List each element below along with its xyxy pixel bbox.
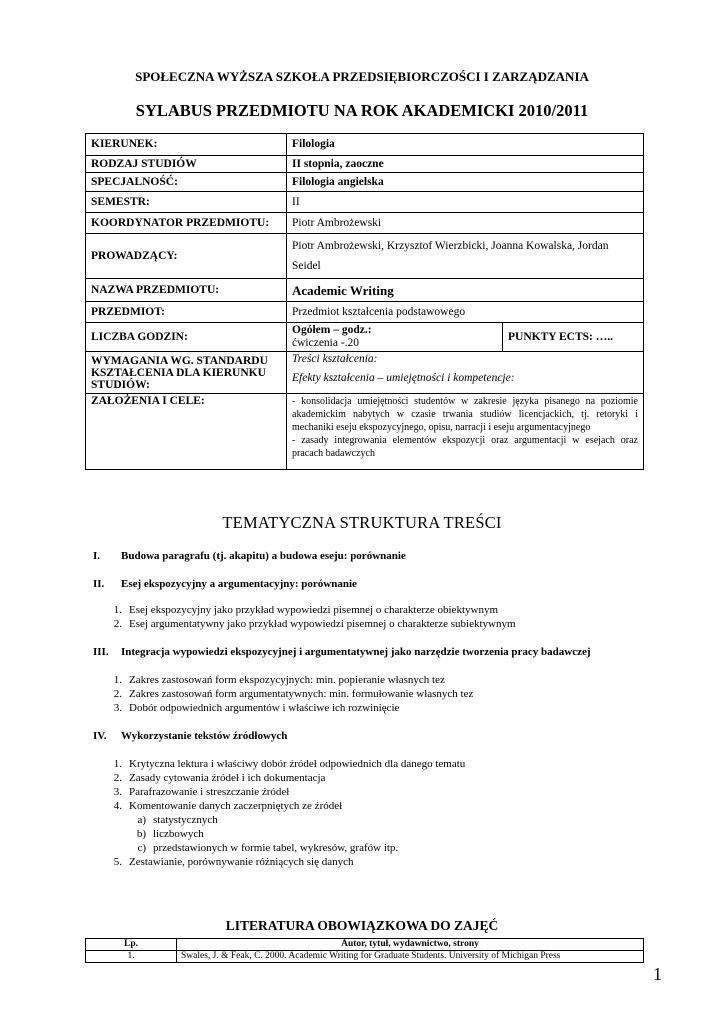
prowadzacy-value: Piotr Ambrożewski, Krzysztof Wierzbicki, Joanna Kowalska, Jordan Seidel [287,234,644,279]
section-heading [93,549,653,563]
row-lp: 1. [86,951,177,963]
sub-list-item: a) statystycznych [137,814,218,826]
prowadzacy-label: PROWADZĄCY: [86,234,287,279]
section-number: I. [93,550,101,562]
list-item: 3. Dobór odpowiednich argumentów i właściwe ich rozwinięcie [113,702,400,714]
nazwa-label: NAZWA PRZEDMIOTU: [86,279,287,302]
list-item: 4. Komentowanie danych zaczerpniętych ze źródeł [113,800,343,812]
semestr-value: II [287,192,644,213]
section-number: IV. [93,730,107,742]
col-lp: Lp. [86,939,177,951]
liczba-label: LICZBA GODZIN: [86,323,287,352]
structure-title: TEMATYCZNA STRUKTURA TREŚCI [222,513,502,532]
list-item: 3. Parafrazowanie i streszczanie źródeł [113,786,290,798]
section-heading [93,577,653,591]
wymagania-label: WYMAGANIA WG. STANDARDU KSZTAŁCENIA DLA KIERUNKU STUDIÓW: [86,352,287,394]
section-heading [93,729,653,743]
przedmiot-value: Przedmiot kształcenia podstawowego [287,302,644,323]
tresci-ksztalcenia: Treści kształcenia: [292,353,378,365]
specjalnosc-label: SPECJALNOŚĆ: [86,173,287,192]
section-list [93,757,653,869]
goal-item: - zasady integrowania elementów ekspozycji oraz argumentacji w esejach oraz pracach badawczych [292,435,638,459]
koordynator-label: KOORDYNATOR PRZEDMIOTU: [86,213,287,234]
efekty-ksztalcenia: Efekty kształcenia – umiejętności i kompetencje: [292,372,515,384]
specjalnosc-value: Filologia angielska [287,173,644,192]
nazwa-value: Academic Writing [287,279,644,302]
section-list [93,603,653,631]
rodzaj-value: II stopnia, zaoczne [287,156,644,173]
liczba-cwiczenia: ćwiczenia -.20 [292,337,360,349]
section-list [93,673,653,715]
literature-table [85,938,644,963]
zalozenia-value [287,394,644,470]
section-number: III. [93,646,109,658]
section-title: Budowa paragrafu (tj. akapitu) a budowa eseju: porównanie [121,550,406,562]
liczba-total: Ogółem – godz.: [292,324,372,336]
syllabus-title: SYLABUS PRZEDMIOTU NA ROK AKADEMICKI 2010/2011 [135,101,589,120]
section-title: Wykorzystanie tekstów źródłowych [121,730,288,742]
sub-list-item: b) liczbowych [136,828,204,840]
list-item: 2. Zakres zastosowań form argumentatywnych: min. formułowanie własnych tez [113,688,474,700]
list-item: 5. Zestawianie, porównywanie różniących się danych [113,856,354,868]
sub-list [93,813,653,855]
semestr-label: SEMESTR: [86,192,287,213]
structure-content [93,549,653,869]
school-name: SPOŁECZNA WYŻSZA SZKOŁA PRZEDSIĘBIORCZOŚCI I ZARZĄDZANIA [135,69,589,84]
rodzaj-label: RODZAJ STUDIÓW [86,156,287,173]
zalozenia-label: ZAŁOŻENIA I CELE: [86,394,287,470]
list-item: 1. Esej ekspozycyjny jako przykład wypowiedzi pisemnej o charakterze obiektywnym [113,604,498,616]
ects-label: PUNKTY ECTS: ….. [503,323,644,352]
table-header-row [86,939,644,951]
col-desc: Autor, tytuł, wydawnictwo, strony [177,939,644,951]
wymagania-value [287,352,644,394]
page-number: 1 [653,964,662,984]
przedmiot-label: PRZEDMIOT: [86,302,287,323]
list-item: 1. Zakres zastosowań form ekspozycyjnych: min. popieranie własnych tez [113,674,445,686]
list-item: 2. Zasady cytowania źródeł i ich dokumentacja [113,772,326,784]
course-info-table [85,133,644,470]
sub-list-item: c) przedstawionych w formie tabel, wykresów, grafów itp. [137,842,399,854]
list-item: 2. Esej argumentatywny jako przykład wypowiedzi pisemnej o charakterze subiektywnym [113,618,516,630]
kierunek-value: Filologia [287,134,644,156]
liczba-value [287,323,503,352]
section-title: Esej ekspozycyjny a argumentacyjny: porównanie [121,578,357,590]
kierunek-label: KIERUNEK: [86,134,287,156]
section-heading [93,645,653,659]
koordynator-value: Piotr Ambrożewski [287,213,644,234]
literature-title: LITERATURA OBOWIĄZKOWA DO ZAJĘĆ [225,918,499,933]
goal-item: - konsolidacja umiejętności studentów w zakresie języka pisanego na poziomie akademickim nabytych w czasie trwania studiów licencjackich, tj. retoryki i mechaniki eseju ekspozycyjnego, opisu, narracji i eseju argumentacyjnego [292,396,638,433]
list-item: 1. Krytyczna lektura i właściwy dobór źródeł odpowiednich dla danego tematu [113,758,466,770]
section-title: Integracja wypowiedzi ekspozycyjnej i argumentatywnej jako narzędzie tworzenia pracy badawczej [121,646,591,658]
table-row [86,951,644,963]
row-desc: Swales, J. & Feak, C. 2000. Academic Writing for Graduate Students. University of Michigan Press [177,951,644,963]
section-number: II. [93,578,105,590]
